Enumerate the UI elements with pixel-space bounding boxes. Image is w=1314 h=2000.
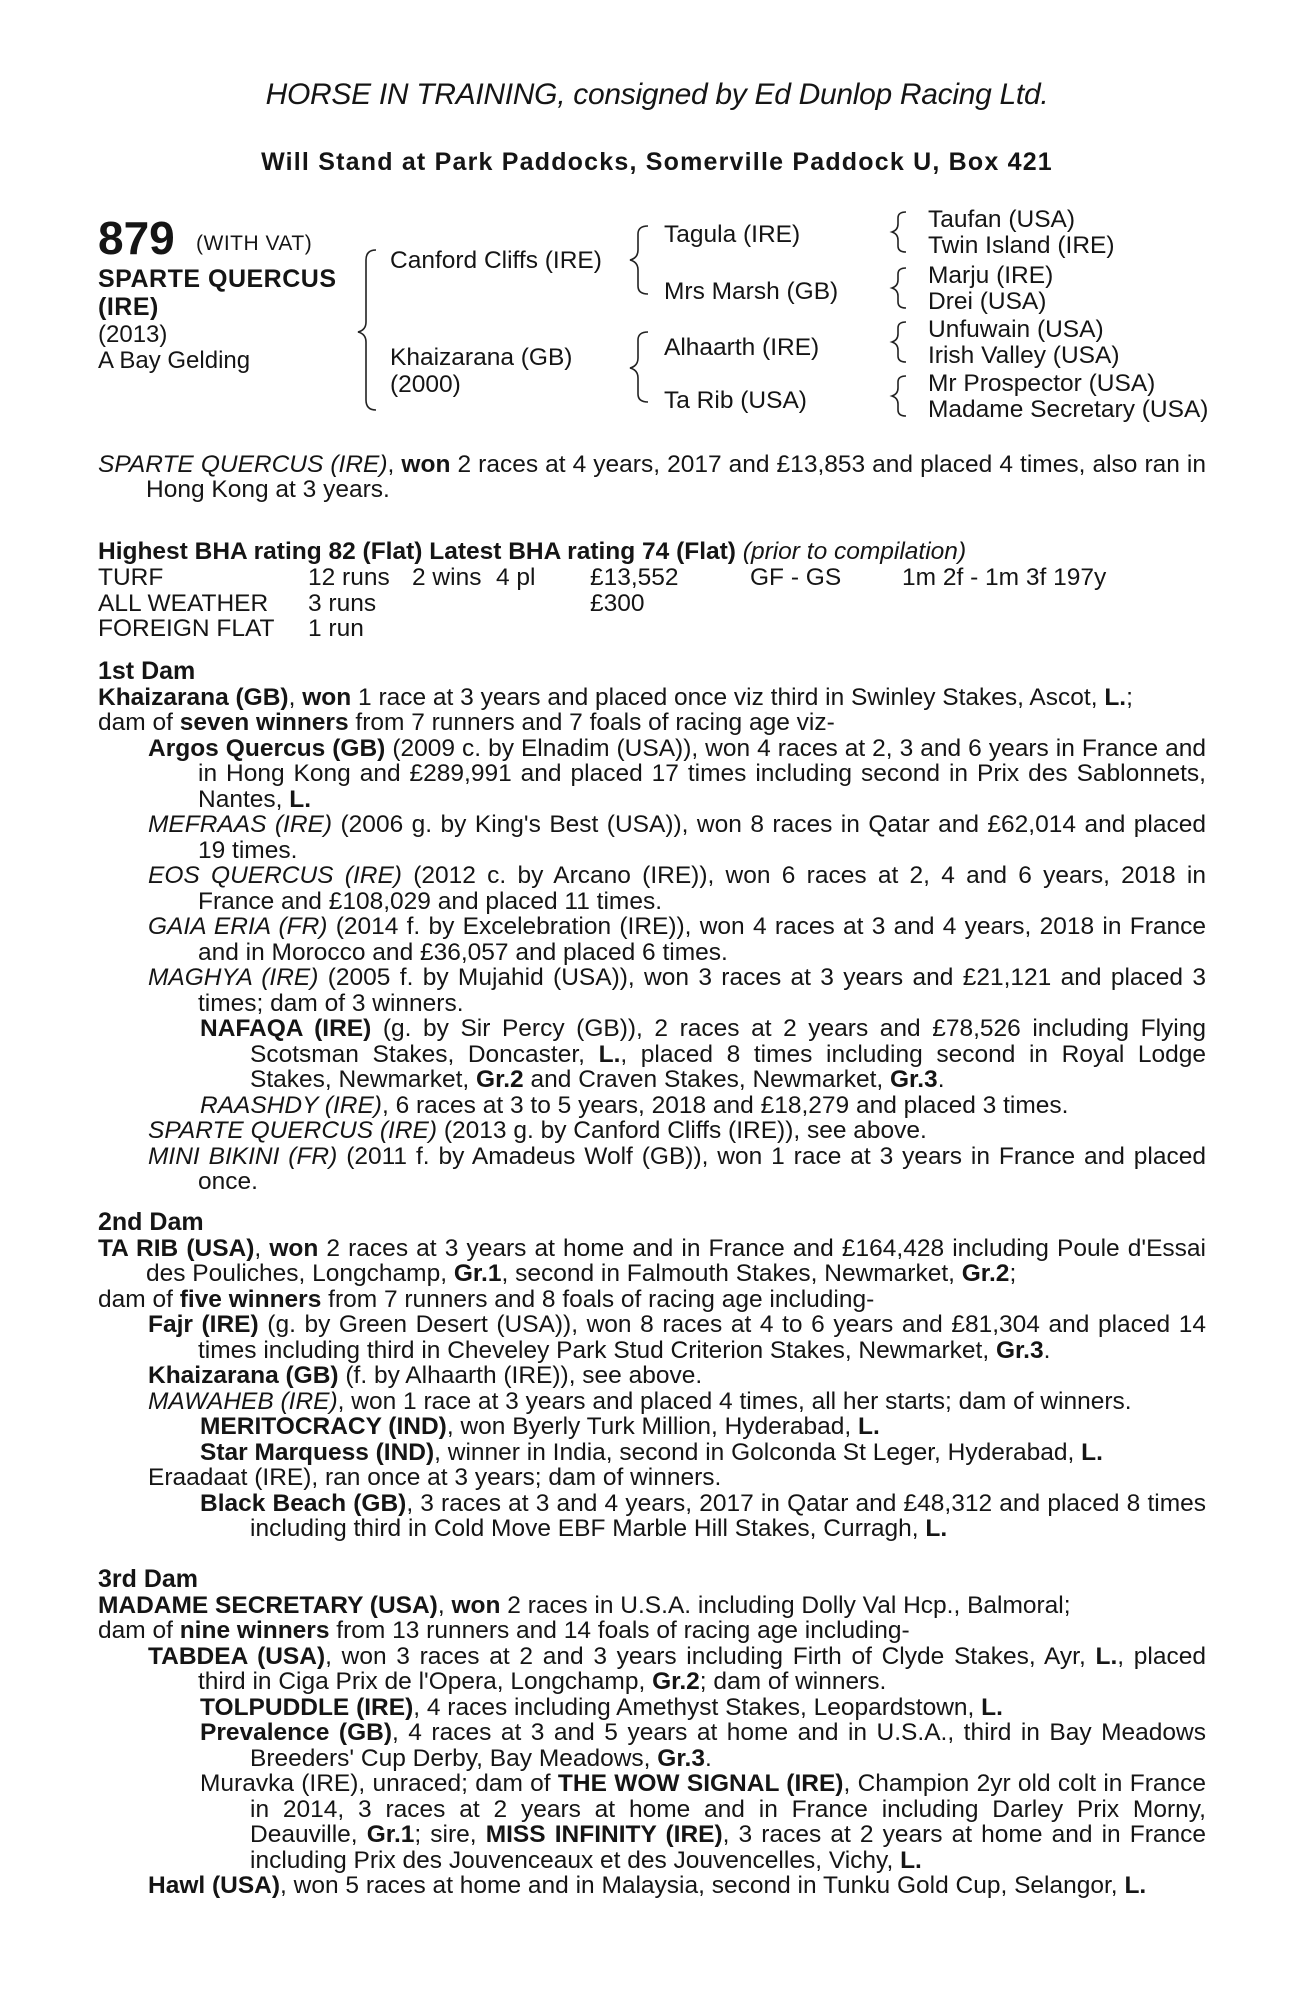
list-item [148,736,1206,813]
first-dam-won: won [302,683,352,711]
text: , Champion 2yr old colt in France in 2014, 3 races at 2 years at home and in France including Darley Prix Morny, Deauville, [250,1770,1206,1848]
list-item [148,914,1206,965]
progeny-name: MAWAHEB (IRE) [148,1387,338,1415]
progeny-name: SPARTE QUERCUS (IRE) [148,1117,438,1144]
grade-mark: Gr.2 [961,1260,1010,1287]
performance-table [98,565,1106,642]
consignor-heading: HORSE IN TRAINING, consigned by Ed Dunlop Racing Ltd. [265,78,1049,111]
text: ; dam of winners. [699,1668,887,1695]
table-cell: 4 pl [496,564,536,591]
foaling-year: (2013) [98,321,168,348]
table-cell [496,591,590,617]
lot-number: 879 [98,212,175,264]
vat-note: (WITH VAT) [196,232,313,255]
winners-count: seven winners [179,709,349,736]
table-cell: 12 runs [308,564,390,591]
listed-mark: L. [1095,1642,1118,1670]
progeny-name: Fajr (IRE) [148,1311,259,1338]
pedigree-ggp-1: Taufan (USA) [928,206,1076,233]
text: . [937,1066,945,1093]
progeny-name: Khaizarana (GB) [148,1362,339,1389]
table-cell [496,616,590,642]
third-dam-produce-intro [98,1618,1206,1644]
listed-mark: L. [981,1693,1003,1721]
table-cell: ALL WEATHER [98,589,269,617]
text: , won Byerly Turk Million, Hyderabad, [446,1413,859,1440]
list-item [200,1695,1206,1721]
rating-bold: Highest BHA rating 82 (Flat) Latest BHA rating 74 (Flat) [98,538,736,565]
table-cell: £300 [590,589,645,617]
text: dam of [98,1617,180,1644]
pedigree-dam-dam: Ta Rib (USA) [664,387,807,414]
winners-count: nine winners [179,1617,330,1644]
listed-mark: L. [900,1846,922,1874]
list-item [200,1771,1206,1873]
horse-description: A Bay Gelding [98,347,251,374]
race-record-won: won [401,451,451,478]
text: , 3 races at 3 and 4 years, 2017 in Qatar and £48,312 and placed 8 times including third in Cold Move EBF Marble Hill Stakes, Curragh, [250,1489,1206,1542]
text: from 13 runners and 14 foals of racing age including- [329,1617,910,1644]
grade-mark: Gr.2 [476,1066,524,1093]
text: , 3 races at 2 years at home and in France including Prix des Jouvenceaux et des Jouvencelles, Vichy, [250,1821,1206,1874]
list-item: Fajr (IRE) (g. by Green Desert (USA)), won 8 races at 4 to 6 years and £81,304 and placed 14 times including third in Cheveley Park Stud Criterion Stakes, Newmarket, Gr.3. [148,1311,1206,1364]
progeny-name: TOLPUDDLE (IRE) [200,1693,414,1721]
table-cell: 3 runs [308,589,377,617]
progeny-name: Prevalence (GB) [200,1719,392,1746]
pedigree-ggp-3: Marju (IRE) [928,262,1054,289]
rating-note: (prior to compilation) [742,538,967,565]
text: (g. by Sir Percy (GB)), 2 races at 2 years and £78,526 including Flying Scotsman Stakes, Doncaster, [250,1015,1206,1068]
pedigree-dam-sire: Alhaarth (IRE) [664,334,820,361]
table-cell [412,591,496,617]
grade-mark: Gr.1 [453,1260,502,1287]
text: 2 races at 3 years at home and in France and £164,428 including Poule d'Essai des Pouliches, Longchamp, [146,1234,1206,1287]
third-dam-summary: MADAME SECRETARY (USA), won 2 races in U.S.A. including Dolly Val Hcp., Balmoral; [98,1591,1071,1619]
text: (2013 g. by Canford Cliffs (IRE)), see above. [437,1117,927,1144]
first-dam-heading: 1st Dam [98,657,196,685]
progeny-name: MERITOCRACY (IND) [200,1413,447,1440]
list-item [148,1644,1206,1695]
third-dam-section [98,1567,1206,1899]
third-dam-heading: 3rd Dam [98,1565,199,1593]
table-cell [902,591,1106,617]
text: , won 5 races at home and in Malaysia, second in Tunku Gold Cup, Selangor, [280,1872,1125,1899]
table-cell [750,591,902,617]
text: Eraadaat (IRE), ran once at 3 years; dam of winners. [148,1464,722,1491]
horse-name-line1: SPARTE QUERCUS [98,265,337,293]
horse-name-line2: (IRE) [98,293,159,321]
horse-name [98,265,368,321]
progeny-name: TABDEA (USA) [148,1642,326,1670]
listed-mark: L. [289,785,312,813]
list-item [148,1465,1206,1491]
text: (2009 c. by Elnadim (USA)), won 4 races at 2, 3 and 6 years in France and in Hong Kong and £289,991 and placed 17 times including second in Prix des Sablonnets, Nantes, [198,734,1206,813]
progeny-name: MISS INFINITY (IRE) [485,1821,723,1848]
text: (g. by Green Desert (USA)), won 8 races at 4 to 6 years and £81,304 and placed 14 times including third in Cheveley Park Stud Criterion Stakes, Newmarket, [198,1311,1206,1364]
pedigree-sire-dam: Mrs Marsh (GB) [664,278,839,305]
pedigree-sire: Canford Cliffs (IRE) [390,247,602,274]
text: (f. by Alhaarth (IRE)), see above. [338,1362,703,1389]
rating-line [98,539,966,564]
list-item [148,965,1206,1016]
text: 2 races in U.S.A. including Dolly Val Hcp., Balmoral; [500,1591,1071,1619]
list-item [200,1440,1206,1466]
table-cell: FOREIGN FLAT [98,615,275,642]
text: ; [1009,1260,1017,1287]
text: ; [1126,683,1133,711]
text: dam of [98,1285,180,1313]
text: (2006 g. by King's Best (USA)), won 8 races in Qatar and £62,014 and placed 19 times. [198,811,1206,864]
text: , placed 8 times including second in Royal Lodge Stakes, Newmarket, [250,1040,1206,1093]
second-dam-heading: 2nd Dam [98,1208,204,1236]
first-dam-name: Khaizarana (GB) [98,683,289,711]
progeny-name: MAGHYA (IRE) [148,964,319,991]
second-dam-won: won [269,1234,319,1262]
first-dam-summary: Khaizarana (GB), won 1 race at 3 years and placed once viz third in Swinley Stakes, Ascot, L.; [98,683,1133,711]
table-row [98,616,1106,642]
third-dam-name: MADAME SECRETARY (USA) [98,1591,438,1619]
list-item [148,1363,1206,1389]
text: from 7 runners and 7 foals of racing age viz- [348,709,835,736]
first-dam-produce-intro [98,710,1206,736]
progeny-name: RAASHDY (IRE) [200,1091,382,1119]
list-item [148,1389,1206,1415]
pedigree-ggp-6: Irish Valley (USA) [928,342,1120,369]
table-cell [412,616,496,642]
text: , won 3 races at 2 and 3 years including Firth of Clyde Stakes, Ayr, [325,1642,1096,1670]
text: (2014 f. by Excelebration (IRE)), won 4 races at 3 and 4 years, 2018 in France and in Morocco and £36,057 and placed 6 times. [198,913,1206,966]
list-item [148,812,1206,863]
text: , winner in India, second in Golconda St Leger, Hyderabad, [434,1438,1082,1466]
text: , 4 races including Amethyst Stakes, Leopardstown, [413,1693,982,1721]
listed-mark: L. [1081,1438,1103,1466]
text: , 4 races at 3 and 5 years at home and in U.S.A., third in Bay Meadows Breeders' Cup Derby, Bay Meadows, [250,1719,1206,1772]
list-item [200,1093,1206,1119]
pedigree-dam-year: (2000) [390,371,461,398]
list-item [148,863,1206,914]
text: , placed third in Ciga Prix de l'Opera, Longchamp, [198,1642,1206,1695]
table-row [98,565,1106,591]
grade-mark: Gr.1 [366,1821,415,1848]
list-item [148,1118,1206,1144]
text: and Craven Stakes, Newmarket, [523,1066,890,1093]
race-record: SPARTE QUERCUS (IRE), won 2 races at 4 years, 2017 and £13,853 and placed 4 times, also ran in Hong Kong at 3 years. [98,451,1206,504]
progeny-name: Star Marquess (IND) [200,1438,435,1466]
text: , second in Falmouth Stakes, Newmarket, [501,1260,962,1287]
table-cell: 1m 2f - 1m 3f 197y [902,564,1107,591]
table-row [98,591,1106,617]
grade-mark: Gr.3 [657,1744,705,1772]
listed-mark: L. [925,1515,948,1542]
text: dam of [98,709,180,736]
table-cell [750,616,902,642]
third-dam-won: won [451,1591,501,1619]
progeny-name: Black Beach (GB) [200,1489,407,1517]
list-item [200,1414,1206,1440]
second-dam-section [98,1210,1206,1542]
table-cell: GF - GS [750,564,842,591]
list-item [200,1016,1206,1093]
race-record-text: 2 races at 4 years, 2017 and £13,853 and placed 4 times, also ran in Hong Kong at 3 years. [146,451,1206,504]
winners-count: five winners [179,1285,322,1313]
listed-mark: L. [858,1413,880,1440]
progeny-name: NAFAQA (IRE) [200,1015,372,1042]
progeny-name: GAIA ERIA (FR) [148,913,328,940]
table-cell [902,616,1106,642]
second-dam-name: TA RIB (USA) [98,1234,255,1262]
text: 1 race at 3 years and placed once viz third in Swinley Stakes, Ascot, [351,683,1105,711]
pedigree-ggp-2: Twin Island (IRE) [928,232,1115,259]
text: from 7 runners and 8 foals of racing age including- [321,1285,875,1313]
pedigree-ggp-4: Drei (USA) [928,288,1047,315]
pedigree-ggp-5: Unfuwain (USA) [928,316,1104,343]
table-cell: 2 wins [412,564,482,591]
text: Muravka (IRE), unraced; dam of [200,1770,558,1797]
text: (2012 c. by Arcano (IRE)), won 6 races at 2, 4 and 6 years, 2018 in France and £108,029 and placed 11 times. [198,862,1206,915]
grade-mark: Gr.2 [652,1668,700,1695]
text: , won 1 race at 3 years and placed 4 times, all her starts; dam of winners. [337,1387,1132,1415]
progeny-name: MINI BIKINI (FR) [148,1142,338,1170]
progeny-name: Argos Quercus (GB) [148,734,386,762]
list-item [148,1144,1206,1195]
pedigree-ggp-8: Madame Secretary (USA) [928,396,1209,423]
table-cell: £13,552 [590,564,679,591]
progeny-name: THE WOW SIGNAL (IRE) [557,1770,844,1797]
table-cell: TURF [98,564,164,591]
list-item [148,1873,1206,1899]
listed-mark: L. [1104,683,1127,711]
list-item [200,1491,1206,1542]
table-cell: 1 run [308,615,364,642]
location-line: Will Stand at Park Paddocks, Somerville Paddock U, Box 421 [261,148,1053,176]
progeny-name: EOS QUERCUS (IRE) [148,862,402,889]
race-record-name: SPARTE QUERCUS (IRE) [98,451,388,478]
table-cell [590,616,750,642]
progeny-name: Hawl (USA) [148,1872,281,1899]
grade-mark: Gr.3 [995,1336,1044,1364]
list-item: Prevalence (GB), 4 races at 3 and 5 years at home and in U.S.A., third in Bay Meadows Breeders' Cup Derby, Bay Meadows, Gr.3. [200,1719,1206,1772]
pedigree-sire-sire: Tagula (IRE) [664,221,801,248]
pedigree-dam: Khaizarana (GB) [390,344,573,371]
listed-mark: L. [1124,1872,1147,1899]
text: (2011 f. by Amadeus Wolf (GB)), won 1 race at 3 years in France and placed once. [198,1142,1206,1195]
text: (2005 f. by Mujahid (USA)), won 3 races at 3 years and £21,121 and placed 3 times; dam of 3 winners. [198,964,1206,1017]
progeny-name: MEFRAAS (IRE) [148,811,333,838]
first-dam-section [98,659,1206,1195]
pedigree-ggp-7: Mr Prospector (USA) [928,370,1156,397]
text: ; sire, [414,1821,486,1848]
grade-mark: Gr.3 [890,1066,938,1093]
listed-mark: L. [598,1040,621,1068]
second-dam-summary: TA RIB (USA), won 2 races at 3 years at home and in France and £164,428 including Poule d'Essai des Pouliches, Longchamp, Gr.1, second in Falmouth Stakes, Newmarket, Gr.2; [98,1234,1206,1287]
text: , 6 races at 3 to 5 years, 2018 and £18,279 and placed 3 times. [381,1091,1069,1119]
second-dam-produce-intro [98,1287,1206,1313]
